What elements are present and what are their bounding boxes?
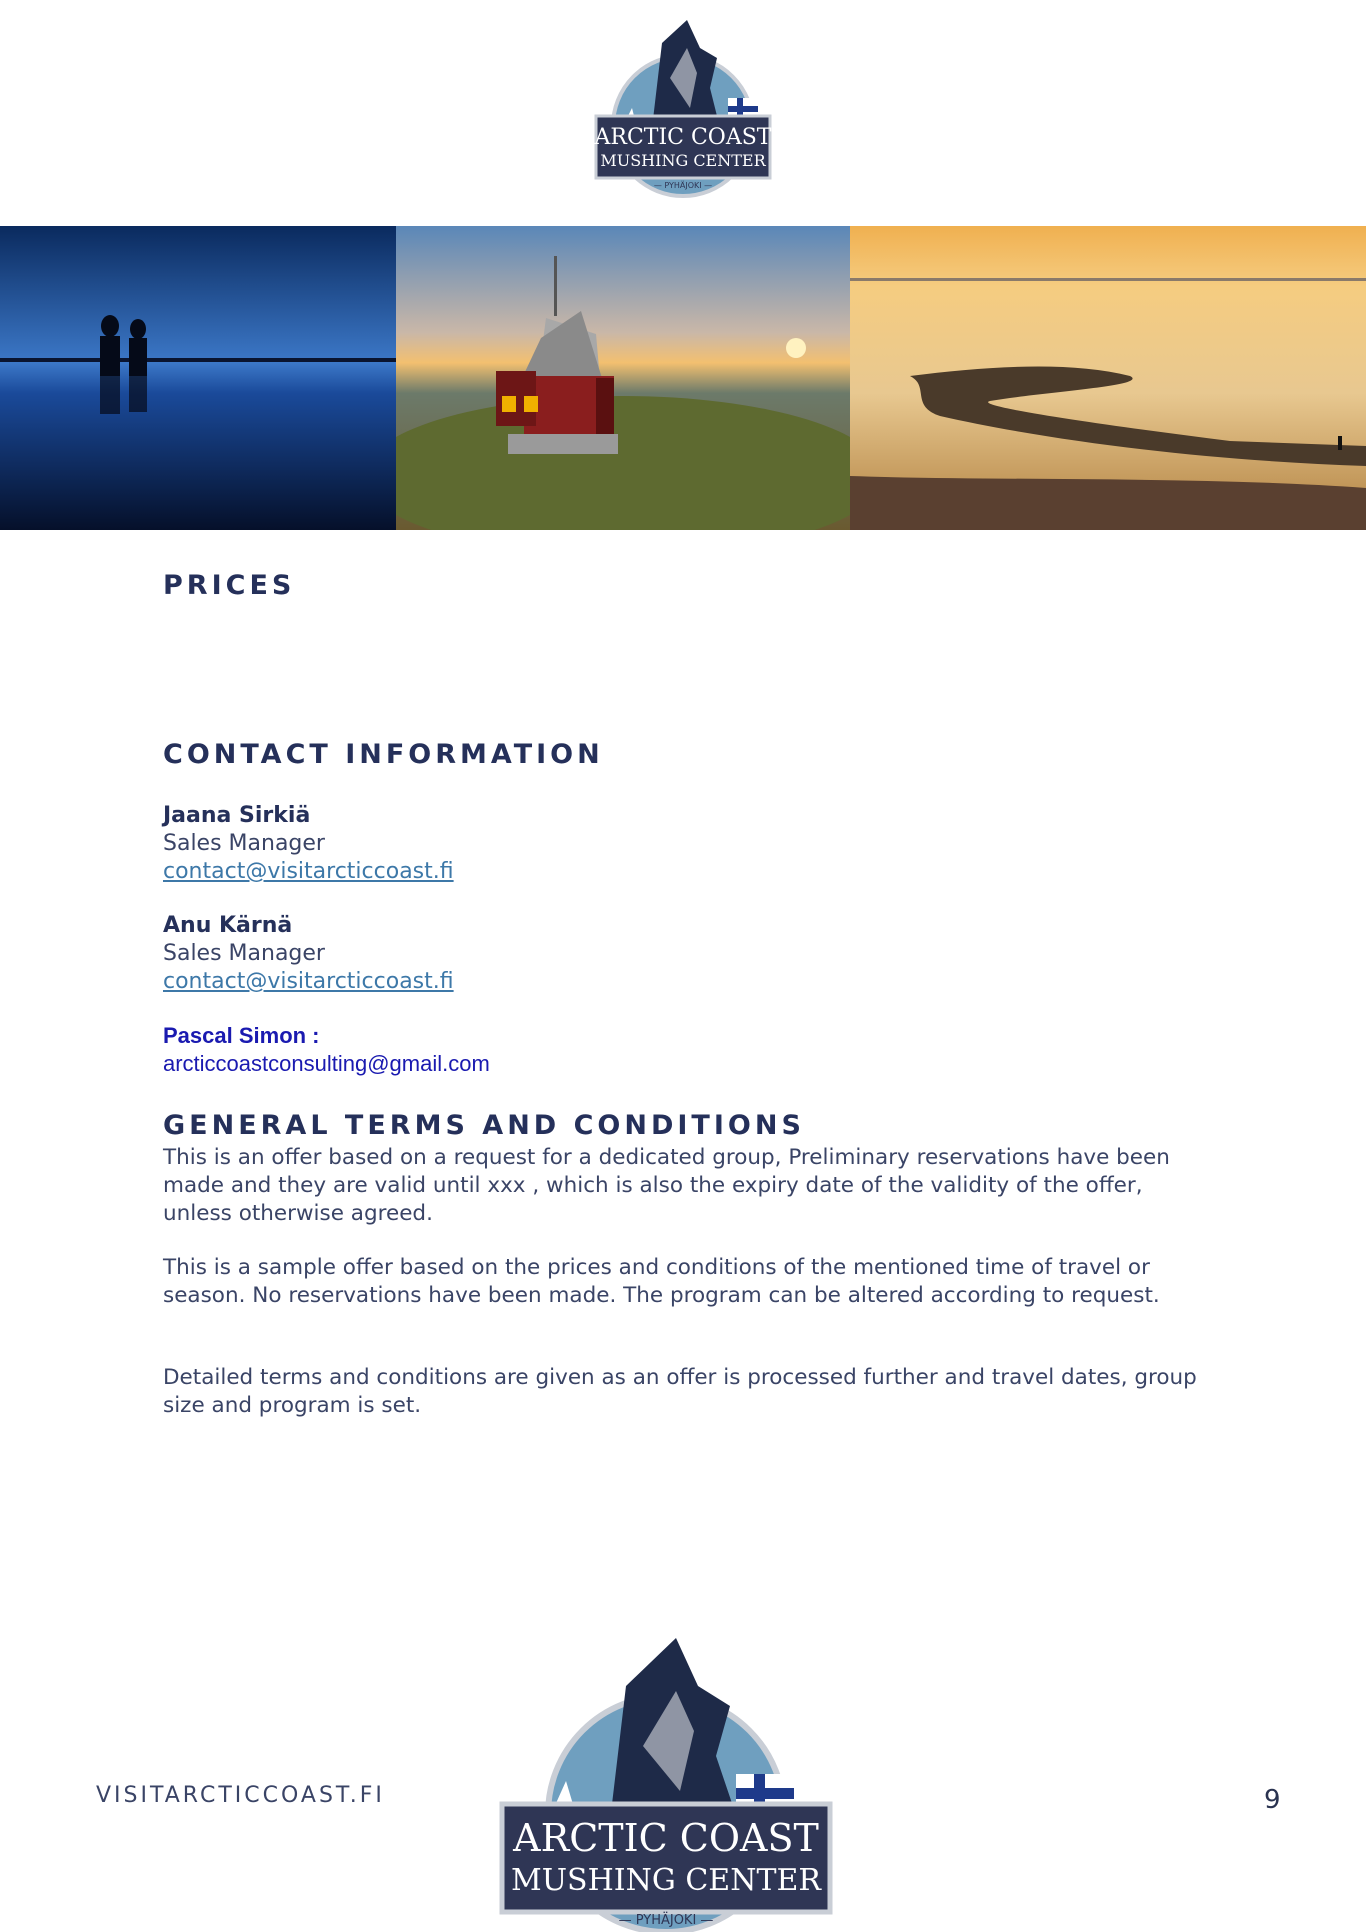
sandbar-sunset-photo <box>850 226 1366 530</box>
contact-card <box>163 912 454 996</box>
terms-paragraph: This is a sample offer based on the prices and conditions of the mentioned time of travel or season. No reservations have been made. The program can be altered according to request. <box>163 1255 1160 1308</box>
svg-text:ARCTIC COAST: ARCTIC COAST <box>594 125 772 150</box>
general-terms-heading: GENERAL TERMS AND CONDITIONS <box>163 1110 805 1141</box>
contact-card <box>163 1022 490 1078</box>
svg-text:— PYHÄJOKI —: — PYHÄJOKI — <box>653 181 713 190</box>
contact-email-link[interactable]: contact@visitarcticcoast.fi <box>163 859 454 884</box>
contact-email-link[interactable]: arcticcoastconsulting@gmail.com <box>163 1051 490 1076</box>
couple-silhouette-ice-photo <box>0 226 396 530</box>
contact-name: Pascal Simon : <box>163 1023 320 1048</box>
contact-name: Anu Kärnä <box>163 913 293 938</box>
svg-text:MUSHING CENTER: MUSHING CENTER <box>600 151 766 170</box>
terms-paragraph: This is an offer based on a request for a dedicated group, Preliminary reservations have been made and they are valid until xxx , which is also the expiry date of the validity of the offer, unless otherwise agreed. <box>163 1145 1170 1226</box>
brand-logo-footer <box>498 1636 834 1932</box>
svg-text:ARCTIC COAST: ARCTIC COAST <box>513 1816 819 1860</box>
contact-name: Jaana Sirkiä <box>163 803 311 828</box>
contact-card <box>163 802 454 886</box>
prices-heading: PRICES <box>163 570 296 601</box>
contact-information-heading: CONTACT INFORMATION <box>163 739 604 770</box>
contact-role: Sales Manager <box>163 831 325 856</box>
footer-website: VISITARCTICCOAST.FI <box>96 1783 385 1808</box>
page-number: 9 <box>1264 1785 1281 1815</box>
svg-text:MUSHING CENTER: MUSHING CENTER <box>511 1863 821 1898</box>
red-chapel-sunset-photo <box>396 226 850 530</box>
svg-text:— PYHÄJOKI —: — PYHÄJOKI — <box>618 1913 714 1928</box>
contact-role: Sales Manager <box>163 941 325 966</box>
brand-logo-top <box>592 18 774 198</box>
terms-paragraph: Detailed terms and conditions are given as an offer is processed further and travel dates, group size and program is set. <box>163 1365 1197 1418</box>
contact-email-link[interactable]: contact@visitarcticcoast.fi <box>163 969 454 994</box>
